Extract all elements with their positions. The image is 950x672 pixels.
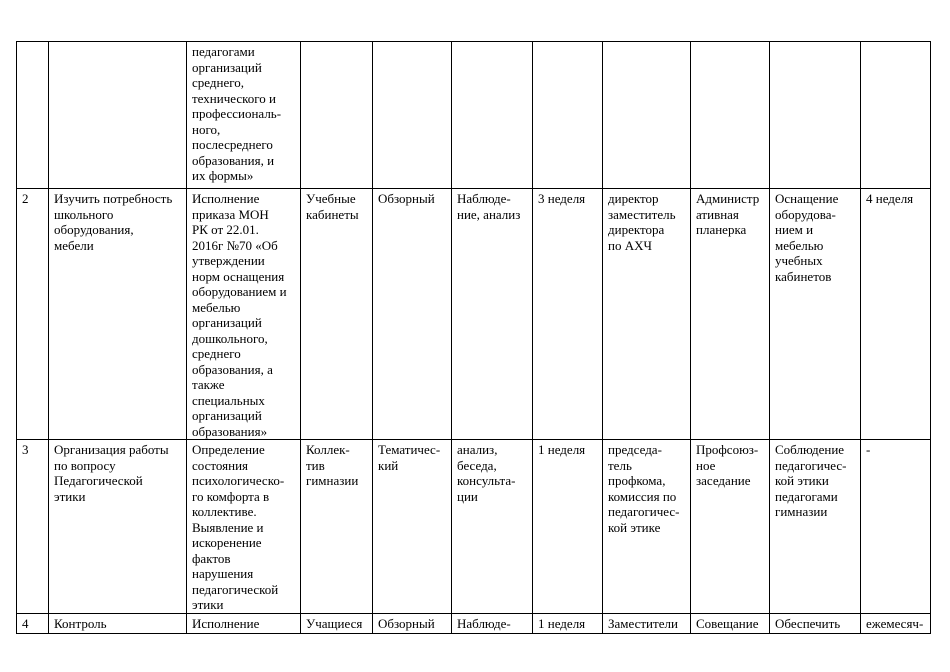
cell-deadline: 4 неделя xyxy=(861,189,931,440)
cell-responsible: Заместители xyxy=(603,613,691,633)
table-row xyxy=(17,440,931,614)
cell-object: Учащиеся xyxy=(301,613,373,633)
cell-task: Контроль xyxy=(49,613,187,633)
table-row xyxy=(17,189,931,440)
cell-kind: Обзорный xyxy=(373,613,452,633)
cell-result xyxy=(770,42,861,189)
cell-deadline: - xyxy=(861,440,931,614)
cell-responsible: директор заместитель директора по АХЧ xyxy=(603,189,691,440)
cell-method: Наблюде- ние, анализ xyxy=(452,189,533,440)
cell-term: 3 неделя xyxy=(533,189,603,440)
cell-method: анализ, беседа, консульта- ции xyxy=(452,440,533,614)
table-row xyxy=(17,42,931,189)
cell-responsible xyxy=(603,42,691,189)
cell-term: 1 неделя xyxy=(533,613,603,633)
cell-deadline xyxy=(861,42,931,189)
cell-result: Оснащение оборудова- нием и мебелью учебных кабинетов xyxy=(770,189,861,440)
cell-kind xyxy=(373,42,452,189)
cell-deadline: ежемесяч- xyxy=(861,613,931,633)
cell-object xyxy=(301,42,373,189)
cell-num: 4 xyxy=(17,613,49,633)
cell-task: Изучить потребность школьного оборудования, мебели xyxy=(49,189,187,440)
cell-place: Совещание xyxy=(691,613,770,633)
cell-task: Организация работы по вопросу Педагогической этики xyxy=(49,440,187,614)
cell-responsible: председа- тель профкома, комиссия по педагогичес- кой этике xyxy=(603,440,691,614)
cell-place: Администр ативная планерка xyxy=(691,189,770,440)
cell-method xyxy=(452,42,533,189)
cell-object: Коллек- тив гимназии xyxy=(301,440,373,614)
cell-term xyxy=(533,42,603,189)
cell-num: 2 xyxy=(17,189,49,440)
cell-num: 3 xyxy=(17,440,49,614)
cell-basis: Исполнение xyxy=(187,613,301,633)
cell-object: Учебные кабинеты xyxy=(301,189,373,440)
cell-kind: Тематичес- кий xyxy=(373,440,452,614)
cell-term: 1 неделя xyxy=(533,440,603,614)
cell-result: Соблюдение педагогичес- кой этики педагогами гимназии xyxy=(770,440,861,614)
cell-basis: Исполнение приказа МОН РК от 22.01. 2016г №70 «Об утверждении норм оснащения оборудованием и мебелью организаций дошкольного, среднего образования, а также специальных организаций образования» xyxy=(187,189,301,440)
table-row xyxy=(17,613,931,633)
cell-result: Обеспечить xyxy=(770,613,861,633)
cell-num xyxy=(17,42,49,189)
cell-task xyxy=(49,42,187,189)
cell-kind: Обзорный xyxy=(373,189,452,440)
plan-table xyxy=(16,41,931,634)
cell-basis: педагогами организаций среднего, технического и профессиональ- ного, послесреднего образования, и их формы» xyxy=(187,42,301,189)
cell-basis: Определение состояния психологическо- го комфорта в коллективе. Выявление и искоренение фактов нарушения педагогической этики xyxy=(187,440,301,614)
cell-method: Наблюде- xyxy=(452,613,533,633)
cell-place: Профсоюз- ное заседание xyxy=(691,440,770,614)
cell-place xyxy=(691,42,770,189)
